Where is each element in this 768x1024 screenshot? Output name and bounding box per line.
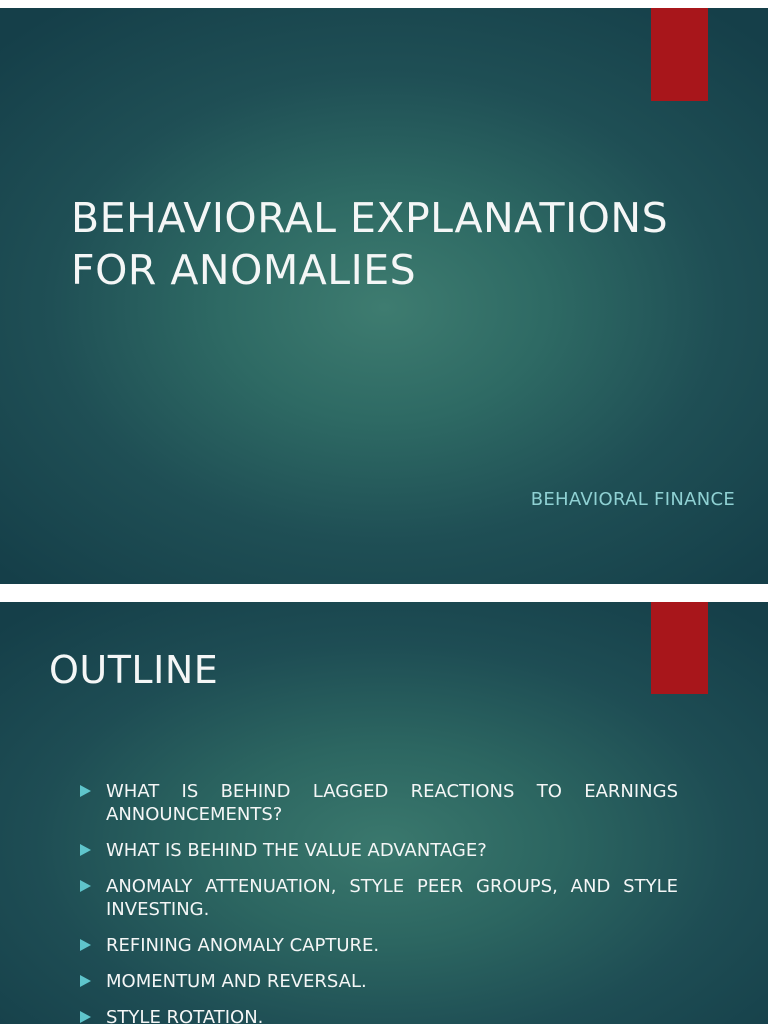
triangle-bullet-icon [80, 975, 91, 987]
bullet-item [78, 780, 678, 826]
bullet-text: WHAT IS BEHIND LAGGED REACTIONS TO EARNINGS ANNOUNCEMENTS? [106, 781, 678, 825]
slide-title-line: BEHAVIORAL EXPLANATIONS [71, 194, 669, 242]
triangle-bullet-icon [80, 939, 91, 951]
slide-title [71, 192, 731, 296]
bullet-item [78, 839, 678, 862]
bullet-item [78, 1006, 678, 1024]
bullet-text: REFINING ANOMALY CAPTURE. [106, 935, 380, 956]
bullet-text: MOMENTUM AND REVERSAL. [106, 971, 367, 992]
triangle-bullet-icon [80, 844, 91, 856]
bullet-text: WHAT IS BEHIND THE VALUE ADVANTAGE? [106, 840, 487, 861]
slide-title-line: FOR ANOMALIES [71, 246, 417, 294]
outline-title: OUTLINE [49, 648, 219, 692]
accent-tab [651, 602, 708, 694]
outline-bullet-list [78, 780, 678, 1024]
bullet-item [78, 970, 678, 993]
bullet-item [78, 875, 678, 921]
accent-tab [651, 8, 708, 101]
slide-subtitle: BEHAVIORAL FINANCE [530, 489, 735, 510]
triangle-bullet-icon [80, 880, 91, 892]
bullet-text: STYLE ROTATION. [106, 1007, 264, 1024]
outline-slide [0, 602, 768, 1024]
bullet-text: ANOMALY ATTENUATION, STYLE PEER GROUPS, AND STYLE INVESTING. [106, 876, 678, 920]
title-slide [0, 8, 768, 584]
triangle-bullet-icon [80, 785, 91, 797]
bullet-item [78, 934, 678, 957]
triangle-bullet-icon [80, 1011, 91, 1023]
